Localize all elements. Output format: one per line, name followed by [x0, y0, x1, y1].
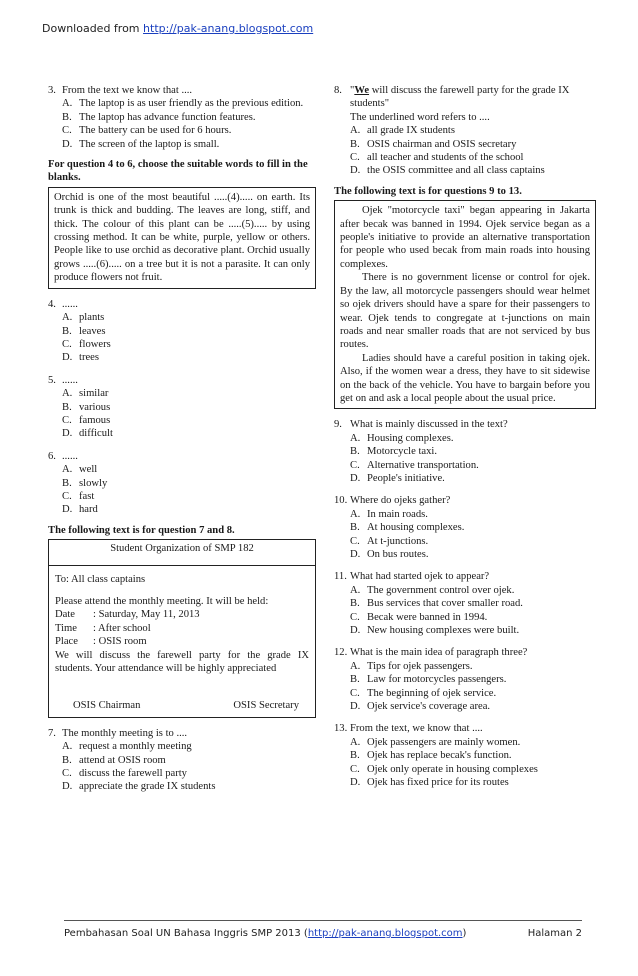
- sig-secretary: OSIS Secretary: [233, 700, 299, 712]
- question-9: [334, 418, 596, 485]
- option-b: B. Bus services that cover smaller road.: [350, 598, 523, 610]
- question-number: 13.: [334, 723, 348, 735]
- question-number: 8.: [334, 85, 342, 96]
- question-stem: The monthly meeting is to ....: [62, 727, 188, 739]
- option-d: D. difficult: [62, 428, 113, 440]
- footer-source: Pembahasan Soal UN Bahasa Inggris SMP 2013 (http://pak-anang.blogspot.com): [64, 928, 467, 939]
- footer-link[interactable]: http://pak-anang.blogspot.com: [307, 928, 463, 939]
- question-number: 11.: [334, 571, 347, 583]
- option-a: A. all grade IX students: [350, 125, 455, 137]
- option-d: D. The screen of the laptop is small.: [62, 138, 220, 150]
- question-number: 10.: [334, 495, 348, 507]
- question-stem: "We will discuss the farewell party for the grade IX students": [350, 85, 570, 110]
- option-a: A. Ojek passengers are mainly women.: [350, 736, 521, 748]
- right-column: [334, 84, 596, 790]
- option-c: C. At t-junctions.: [350, 535, 429, 547]
- option-a: A. Tips for ojek passengers.: [350, 660, 473, 672]
- question-stem: ......: [62, 374, 78, 386]
- memo-to: To: All class captains: [55, 573, 146, 585]
- option-a: A. plants: [62, 312, 105, 324]
- question-stem: From the text, we know that ....: [350, 723, 483, 735]
- option-c: C. The battery can be used for 6 hours.: [62, 125, 232, 137]
- memo-date: Date : Saturday, May 11, 2013: [55, 609, 200, 621]
- question-number: 7.: [48, 727, 56, 739]
- option-b: B. At housing complexes.: [350, 522, 465, 534]
- option-d: D. trees: [62, 352, 99, 364]
- left-column: [48, 84, 316, 794]
- page-header: [42, 22, 313, 35]
- orchid-passage: [48, 187, 316, 289]
- option-d: D. People's initiative.: [350, 472, 445, 484]
- question-stem: ......: [62, 298, 78, 310]
- option-a: A. In main roads.: [350, 508, 428, 520]
- option-d: D. Ojek has fixed price for its routes: [350, 777, 509, 789]
- option-c: C. The beginning of ojek service.: [350, 687, 497, 699]
- memo-title: Student Organization of SMP 182: [110, 543, 254, 555]
- option-c: C. Becak were banned in 1994.: [350, 611, 488, 623]
- question-stem-2: The underlined word refers to ....: [350, 111, 490, 123]
- option-d: D. the OSIS committee and all class captains: [350, 165, 545, 177]
- option-a: A. The laptop is as user friendly as the previous edition.: [62, 98, 304, 110]
- option-d: D. Ojek service's coverage area.: [350, 701, 491, 713]
- option-c: C. Alternative transportation.: [350, 459, 479, 471]
- option-a: A. Housing complexes.: [350, 432, 454, 444]
- memo-notice: [48, 539, 316, 718]
- sig-chairman: OSIS Chairman: [73, 700, 141, 712]
- question-8: [334, 84, 596, 178]
- option-c: C. fast: [62, 490, 95, 502]
- memo-signatures: [55, 699, 309, 712]
- option-b: B. Law for motorcycles passengers.: [350, 674, 507, 686]
- option-d: D. hard: [62, 504, 98, 516]
- header-link[interactable]: http://pak-anang.blogspot.com: [143, 22, 314, 35]
- memo-place: Place : OSIS room: [55, 636, 147, 648]
- option-b: B. The laptop has advance function features.: [62, 111, 256, 123]
- instruction-7-8: The following text is for question 7 and 8.: [48, 524, 235, 536]
- memo-divider: [49, 565, 315, 566]
- option-a: A. similar: [62, 388, 109, 400]
- question-stem: What had started ojek to appear?: [350, 571, 490, 583]
- page-footer: [64, 920, 582, 939]
- memo-body: We will discuss the farewell party for the grade IX students. Your attendance will be highly appreciated: [55, 649, 309, 675]
- option-c: C. all teacher and students of the school: [350, 152, 524, 164]
- option-b: B. attend at OSIS room: [62, 754, 166, 766]
- question-12: [334, 646, 596, 713]
- question-5: [48, 374, 316, 441]
- option-c: C. discuss the farewell party: [62, 768, 187, 780]
- page-number: Halaman 2: [527, 928, 582, 939]
- question-4: [48, 298, 316, 365]
- option-d: D. appreciate the grade IX students: [62, 781, 216, 793]
- question-number: 4.: [48, 298, 56, 310]
- ojek-paragraph-2: There is no government license or control for ojek. By the law, all motorcycle passengers should wear helmet so ojek drivers should have a spare for their passengers to wear. Ojek tends to congregate at t-junctions on main roads and near smaller roads that are not serviced by bus routes.: [340, 272, 590, 351]
- orchid-text: Orchid is one of the most beautiful .....(4)..... on earth. Its trunk is thick and budding. The leaves are long, stiff, and thick. The colour of this plant can be .....(5)..... by using crossing method. It can be white, purple, yellow or others. People like to use orchid as decorative plant. Orchid usually grows .....(6)..... on a tree but it is not a parasite. It can only produce flowers not fruit.: [54, 191, 310, 284]
- memo-intro: Please attend the monthly meeting. It will be held:: [55, 596, 269, 607]
- instruction-4-6: For question 4 to 6, choose the suitable words to fill in the blanks.: [48, 159, 308, 184]
- underlined-word: We: [354, 85, 370, 96]
- option-a: A. The government control over ojek.: [350, 584, 515, 596]
- question-10: [334, 494, 596, 561]
- header-prefix: Downloaded from: [42, 22, 144, 35]
- question-number: 3.: [48, 85, 56, 96]
- option-b: B. Motorcycle taxi.: [350, 446, 438, 458]
- instruction-9-13: The following text is for questions 9 to 13.: [334, 185, 522, 197]
- question-number: 12.: [334, 647, 348, 659]
- option-d: D. New housing complexes were built.: [350, 625, 520, 637]
- question-number: 9.: [334, 419, 342, 431]
- question-stem: What is the main idea of paragraph three?: [350, 647, 528, 659]
- question-stem: ......: [62, 450, 78, 462]
- question-stem: From the text we know that ....: [62, 85, 193, 96]
- option-a: A. well: [62, 464, 98, 476]
- question-number: 6.: [48, 450, 56, 462]
- question-13: [334, 722, 596, 789]
- option-b: B. slowly: [62, 477, 108, 489]
- option-c: C. Ojek only operate in housing complexes: [350, 763, 538, 775]
- question-number: 5.: [48, 374, 56, 386]
- question-7: [48, 727, 316, 794]
- option-b: B. OSIS chairman and OSIS secretary: [350, 138, 517, 150]
- option-a: A. request a monthly meeting: [62, 741, 192, 753]
- memo-time: Time : After school: [55, 622, 151, 634]
- question-11: [334, 570, 596, 637]
- option-c: C. flowers: [62, 338, 111, 350]
- question-3: [48, 84, 316, 151]
- option-d: D. On bus routes.: [350, 549, 429, 560]
- ojek-paragraph-3: Ladies should have a careful position in taking ojek. Also, if the women wear a dress, they have to sit sidewise on the back of the vehicle. You have to bargain before you get on and ask a local people about the usual price.: [340, 352, 590, 404]
- ojek-passage: [334, 200, 596, 409]
- ojek-paragraph-1: Ojek "motorcycle taxi" began appearing in Jakarta after becak was banned in 1994. Ojek service began as a people's initiative to provide an alternative transportation for people who used becak from main roads into housing complexes.: [340, 205, 590, 270]
- option-b: B. various: [62, 401, 111, 413]
- question-6: [48, 450, 316, 517]
- option-b: B. leaves: [62, 325, 106, 337]
- question-stem: What is mainly discussed in the text?: [350, 419, 508, 431]
- option-c: C. famous: [62, 414, 111, 426]
- option-b: B. Ojek has replace becak's function.: [350, 750, 512, 762]
- question-stem: Where do ojeks gather?: [350, 495, 451, 507]
